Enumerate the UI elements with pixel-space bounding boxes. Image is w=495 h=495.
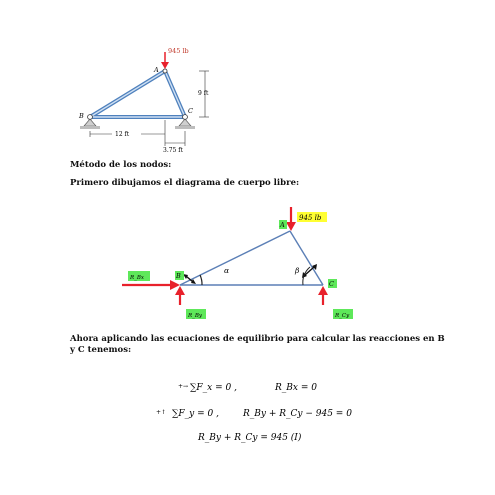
free-body-diagram: [0, 195, 495, 330]
fbd-load-label: 945 lb: [299, 214, 322, 222]
load-arrow-head: [161, 62, 169, 69]
fbd-triangle: [180, 231, 323, 285]
step2-text-line2: y C tenemos:: [70, 345, 132, 355]
figure1-dim-height: 9 ft: [198, 90, 209, 97]
fbd-label-rbx: R_Bx: [130, 275, 145, 281]
step2-text-line1: Ahora aplicando las ecuaciones de equilibrio para calcular las reacciones en B: [70, 334, 445, 344]
fbd-node-b: B: [176, 272, 181, 280]
angle-alpha-arc: [200, 275, 202, 285]
fbd-angle-beta: β: [295, 266, 300, 275]
fbd-node-c: C: [329, 280, 334, 288]
figure1-dim-left: 12 ft: [115, 131, 130, 138]
fbd-label-rcy: R_Cy: [335, 313, 350, 319]
support-c: [179, 119, 191, 126]
method-heading: Método de los nodos:: [70, 160, 172, 170]
ground-b: [80, 126, 100, 129]
y-direction-arrow-icon: +↑: [156, 409, 167, 416]
eq3: R_By + R_Cy = 945 (I): [198, 433, 302, 443]
figure1-node-b: B: [79, 112, 84, 120]
eq2-right: R_By + R_Cy − 945 = 0: [243, 409, 352, 419]
support-b: [84, 119, 96, 126]
eq2-left: ∑F_y = 0 ,: [172, 409, 219, 419]
figure1-node-c: C: [188, 107, 193, 115]
truss-members: [90, 71, 185, 117]
eq1-right: R_Bx = 0: [275, 383, 317, 393]
equations: [0, 370, 495, 450]
fbd-node-a: A: [280, 221, 285, 229]
figure1-node-a: A: [154, 66, 159, 74]
x-direction-arrow-icon: +→: [178, 383, 189, 390]
ground-c: [175, 126, 195, 129]
fbd-label-rby: R_By: [188, 313, 203, 319]
figure1-dim-right: 3.75 ft: [163, 147, 183, 154]
figure1-load-label: 945 lb: [168, 47, 189, 55]
truss-figure: [0, 0, 495, 165]
fbd-angle-alpha: α: [224, 266, 230, 275]
pin-a: [163, 69, 167, 73]
eq1-left: ∑F_x = 0 ,: [190, 383, 237, 393]
step1-text: Primero dibujamos el diagrama de cuerpo libre:: [70, 178, 300, 188]
